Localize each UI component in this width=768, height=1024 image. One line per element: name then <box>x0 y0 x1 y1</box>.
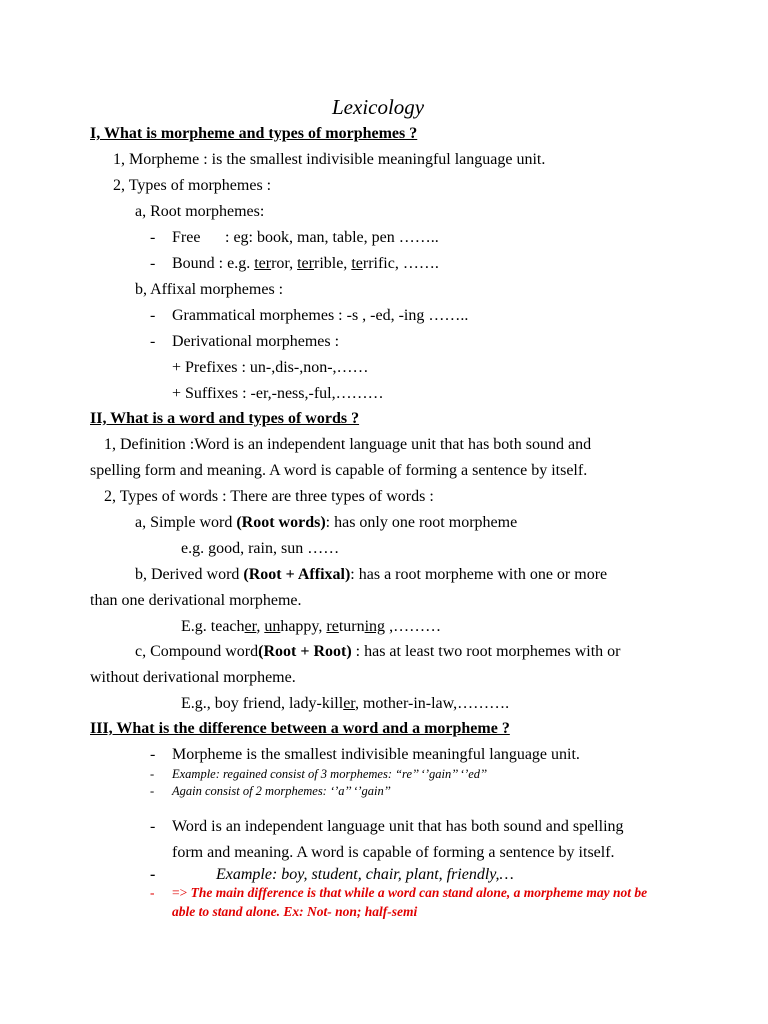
word-definition-line-1: 1, Definition :Word is an independent language unit that has both sound and <box>104 436 592 453</box>
bound-dash: - <box>150 255 156 272</box>
simple-word-line <box>135 513 517 533</box>
conclusion-line-1 <box>172 884 647 902</box>
derived-word-bold: (Root + Affixal) <box>243 566 351 583</box>
suffixes-line: + Suffixes : -er,-ness,-ful,……… <box>172 385 384 402</box>
bound-examples <box>172 254 439 274</box>
word-example: Example: boy, student, chair, plant, friendly,… <box>216 866 514 883</box>
derived-word-line-2: than one derivational morpheme. <box>90 592 302 609</box>
example-text: E.g. teach <box>181 618 245 635</box>
grammatical-dash: - <box>150 307 156 324</box>
derivational-morphemes: Derivational morphemes : <box>172 333 340 350</box>
underlined-root: te <box>351 255 363 272</box>
example-text: happy, <box>280 618 327 635</box>
example-text: turn <box>338 618 365 635</box>
underlined-affix: er <box>343 695 355 712</box>
compound-word-bold: (Root + Root) <box>258 643 352 660</box>
derived-word-line <box>135 565 607 585</box>
simple-word-bold: (Root words) <box>236 514 326 531</box>
compound-word-line-2: without derivational morpheme. <box>90 669 296 686</box>
word-rest: ror, <box>271 255 298 272</box>
example-1-dash: - <box>150 767 155 781</box>
example-text: , <box>256 618 265 635</box>
conclusion-arrow: => <box>172 885 191 900</box>
word-point-dash: - <box>150 818 156 835</box>
word-definition-line-2: spelling form and meaning. A word is capable of forming a sentence by itself. <box>90 462 588 479</box>
grammatical-morphemes: Grammatical morphemes : -s , -ed, -ing …….. <box>172 307 469 324</box>
word-rest: rible, <box>313 255 352 272</box>
morpheme-types-label: 2, Types of morphemes : <box>113 177 272 194</box>
root-morphemes-label: a, Root morphemes: <box>135 203 265 220</box>
morpheme-point: Morpheme is the smallest indivisible meaningful language unit. <box>172 746 580 763</box>
bound-prefix: Bound : e.g. <box>172 255 255 272</box>
word-point-line-1: Word is an independent language unit that has both sound and spelling <box>172 818 624 835</box>
underlined-affix: ing <box>364 618 386 635</box>
free-dash: - <box>150 229 156 246</box>
affixal-morphemes-label: b, Affixal morphemes : <box>135 281 284 298</box>
word-types-label: 2, Types of words : There are three types of words : <box>104 488 434 505</box>
derivational-dash: - <box>150 333 156 350</box>
section-3-heading: III, What is the difference between a word and a morpheme ? <box>90 720 510 737</box>
section-1-heading: I, What is morpheme and types of morphemes ? <box>90 125 418 142</box>
conclusion-line-2: able to stand alone. Ex: Not- non; half-semi <box>172 904 418 919</box>
example-text: ,……… <box>385 618 442 635</box>
example-2-dash: - <box>150 784 155 798</box>
underlined-affix: re <box>326 618 339 635</box>
underlined-root: ter <box>254 255 272 272</box>
word-point-line-2: form and meaning. A word is capable of forming a sentence by itself. <box>172 844 615 861</box>
compound-word-example <box>181 694 509 714</box>
free-label: Free <box>172 229 201 246</box>
compound-word-desc: : has at least two root morphemes with or <box>351 643 621 660</box>
example-1: Example: regained consist of 3 morphemes: “re’’ ‘’gain’’ ‘’ed’’ <box>172 767 487 781</box>
simple-word-example: e.g. good, rain, sun …… <box>181 540 340 557</box>
conclusion-dash: - <box>150 885 155 900</box>
derived-word-example <box>181 617 441 637</box>
page-title: Lexicology <box>332 95 425 119</box>
example-2: Again consist of 2 morphemes: ‘’a’’ ‘’gain’’ <box>172 784 391 798</box>
example-text: , mother-in-law,………. <box>354 695 510 712</box>
free-examples: : eg: book, man, table, pen …….. <box>225 229 439 246</box>
morpheme-definition: 1, Morpheme : is the smallest indivisible meaningful language unit. <box>113 151 546 168</box>
underlined-affix: er <box>244 618 257 635</box>
conclusion-text: The main difference is that while a word can stand alone, a morpheme may not be <box>190 885 648 900</box>
example-text: E.g., boy friend, lady-kill <box>181 695 344 712</box>
compound-word-label: c, Compound word <box>135 643 259 660</box>
morpheme-point-dash: - <box>150 746 156 763</box>
simple-word-label: a, Simple word <box>135 514 237 531</box>
word-example-dash: - <box>150 866 156 883</box>
compound-word-line <box>135 642 621 662</box>
prefixes-line: + Prefixes : un-,dis-,non-,…… <box>172 359 369 376</box>
derived-word-desc: : has a root morpheme with one or more <box>350 566 608 583</box>
underlined-root: ter <box>297 255 314 272</box>
section-2-heading: II, What is a word and types of words ? <box>90 410 360 427</box>
word-rest: rrific, ……. <box>362 255 439 272</box>
simple-word-desc: : has only one root morpheme <box>325 514 518 531</box>
underlined-affix: un <box>264 618 281 635</box>
derived-word-label: b, Derived word <box>135 566 244 583</box>
